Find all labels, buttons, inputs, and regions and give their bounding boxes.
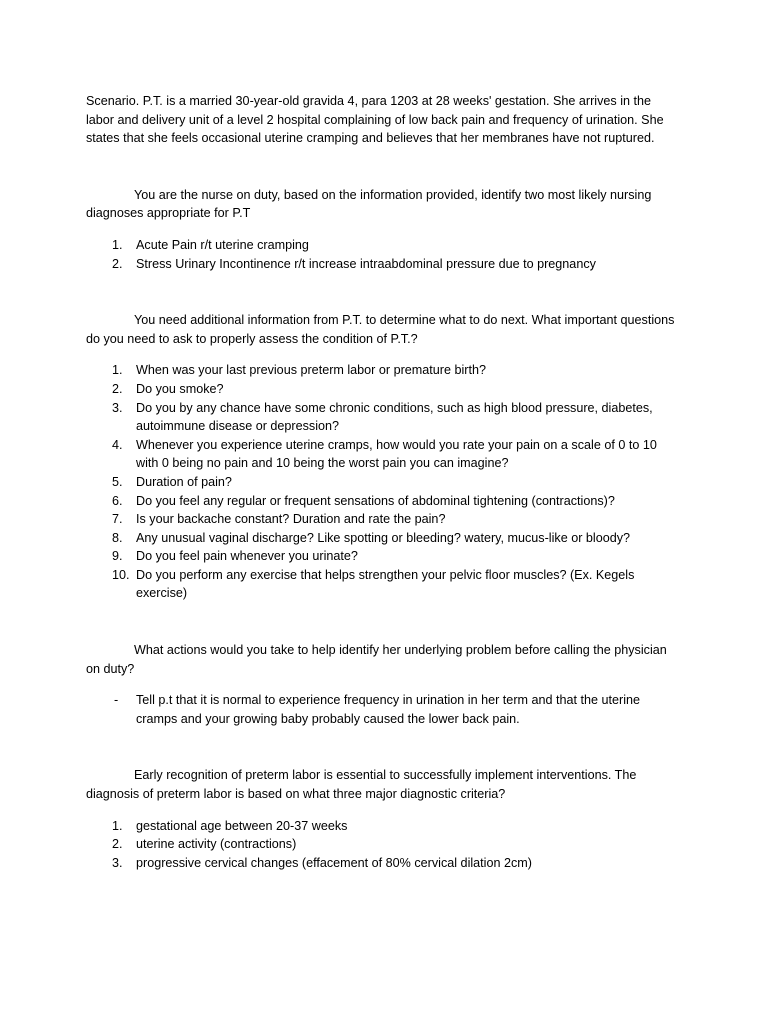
list-item xyxy=(86,473,678,492)
list-item-number: 4. xyxy=(112,437,123,452)
question-assessment: You need additional information from P.T. to determine what to do next. What important questions do you need to ask to properly assess the condition of P.T.? xyxy=(86,313,675,346)
scenario-paragraph: Scenario. P.T. is a married 30-year-old gravida 4, para 1203 at 28 weeks' gestation. She arrives in the labor and delivery unit of a level 2 hospital complaining of low back pain and frequency of urination. She states that she feels occasional uterine cramping and believes that her membranes have not ruptured. xyxy=(86,94,664,146)
list-item-number: 9. xyxy=(112,549,123,564)
list-item xyxy=(86,691,678,728)
list-item-number: 2. xyxy=(112,256,123,271)
list-item-number: 1. xyxy=(112,237,123,252)
list-item-text: gestational age between 20-37 weeks xyxy=(136,818,348,833)
list-item-text: Acute Pain r/t uterine cramping xyxy=(136,237,309,252)
list-item-text: progressive cervical changes (effacement of 80% cervical dilation 2cm) xyxy=(136,855,532,870)
list-item xyxy=(86,255,678,274)
list-item-text: When was your last previous preterm labor or premature birth? xyxy=(136,363,486,378)
list-item xyxy=(86,835,678,854)
question-nursing-diagnoses: You are the nurse on duty, based on the information provided, identify two most likely nursing diagnoses appropriate for P.T xyxy=(86,187,652,221)
list-item-text: Do you feel pain whenever you urinate? xyxy=(136,549,358,564)
list-item-text: Do you perform any exercise that helps strengthen your pelvic floor muscles? (Ex. Kegels exercise) xyxy=(136,567,635,601)
list-item-number: 6. xyxy=(112,493,123,508)
list-item xyxy=(86,236,678,255)
list-item-text: Tell p.t that it is normal to experience frequency in urination in her term and that the uterine cramps and your growing baby probably caused the lower back pain. xyxy=(136,693,641,726)
list-item xyxy=(86,492,678,511)
list-item-number: 3. xyxy=(112,855,123,870)
document-body xyxy=(86,92,678,872)
list-item xyxy=(86,854,678,873)
list-item-text: Stress Urinary Incontinence r/t increase intraabdominal pressure due to pregnancy xyxy=(136,256,596,271)
assessment-questions-list xyxy=(86,361,678,603)
list-item-number: 1. xyxy=(112,363,123,378)
list-item xyxy=(86,566,678,603)
diagnostic-criteria-list xyxy=(86,817,678,873)
question-diagnostic-criteria: Early recognition of preterm labor is essential to successfully implement interventions. The diagnosis of preterm labor is based on what three major diagnostic criteria? xyxy=(86,768,637,802)
question-actions: What actions would you take to help identify her underlying problem before calling the physician on duty? xyxy=(86,643,667,676)
list-item xyxy=(86,529,678,548)
list-item-text: Any unusual vaginal discharge? Like spotting or bleeding? watery, mucus-like or bloody? xyxy=(136,530,631,545)
list-item xyxy=(86,547,678,566)
list-item-text: Duration of pain? xyxy=(136,474,232,489)
list-item xyxy=(86,380,678,399)
actions-list xyxy=(86,691,678,728)
list-item-text: Do you by any chance have some chronic conditions, such as high blood pressure, diabetes, autoimmune disease or depression? xyxy=(136,400,653,434)
list-item xyxy=(86,436,678,473)
list-item xyxy=(86,817,678,836)
list-item-number: 5. xyxy=(112,474,123,489)
list-item xyxy=(86,361,678,380)
list-item-text: Is your backache constant? Duration and rate the pain? xyxy=(136,512,446,527)
list-item xyxy=(86,399,678,436)
list-item-number: 1. xyxy=(112,818,123,833)
list-item xyxy=(86,510,678,529)
list-item-number: 10. xyxy=(112,567,130,582)
list-item-number: 3. xyxy=(112,400,123,415)
list-item-number: 8. xyxy=(112,530,123,545)
list-item-text: Do you smoke? xyxy=(136,381,224,396)
list-item-text: Do you feel any regular or frequent sensations of abdominal tightening (contractions)? xyxy=(136,493,615,508)
list-item-text: Whenever you experience uterine cramps, how would you rate your pain on a scale of 0 to 10 with 0 being no pain and 10 being the worst pain you can imagine? xyxy=(136,437,657,471)
list-item-number: 2. xyxy=(112,381,123,396)
list-item-number: 7. xyxy=(112,512,123,527)
list-item-number: 2. xyxy=(112,837,123,852)
nursing-diagnoses-list xyxy=(86,236,678,273)
list-item-number: - xyxy=(114,693,119,708)
list-item-text: uterine activity (contractions) xyxy=(136,837,297,852)
